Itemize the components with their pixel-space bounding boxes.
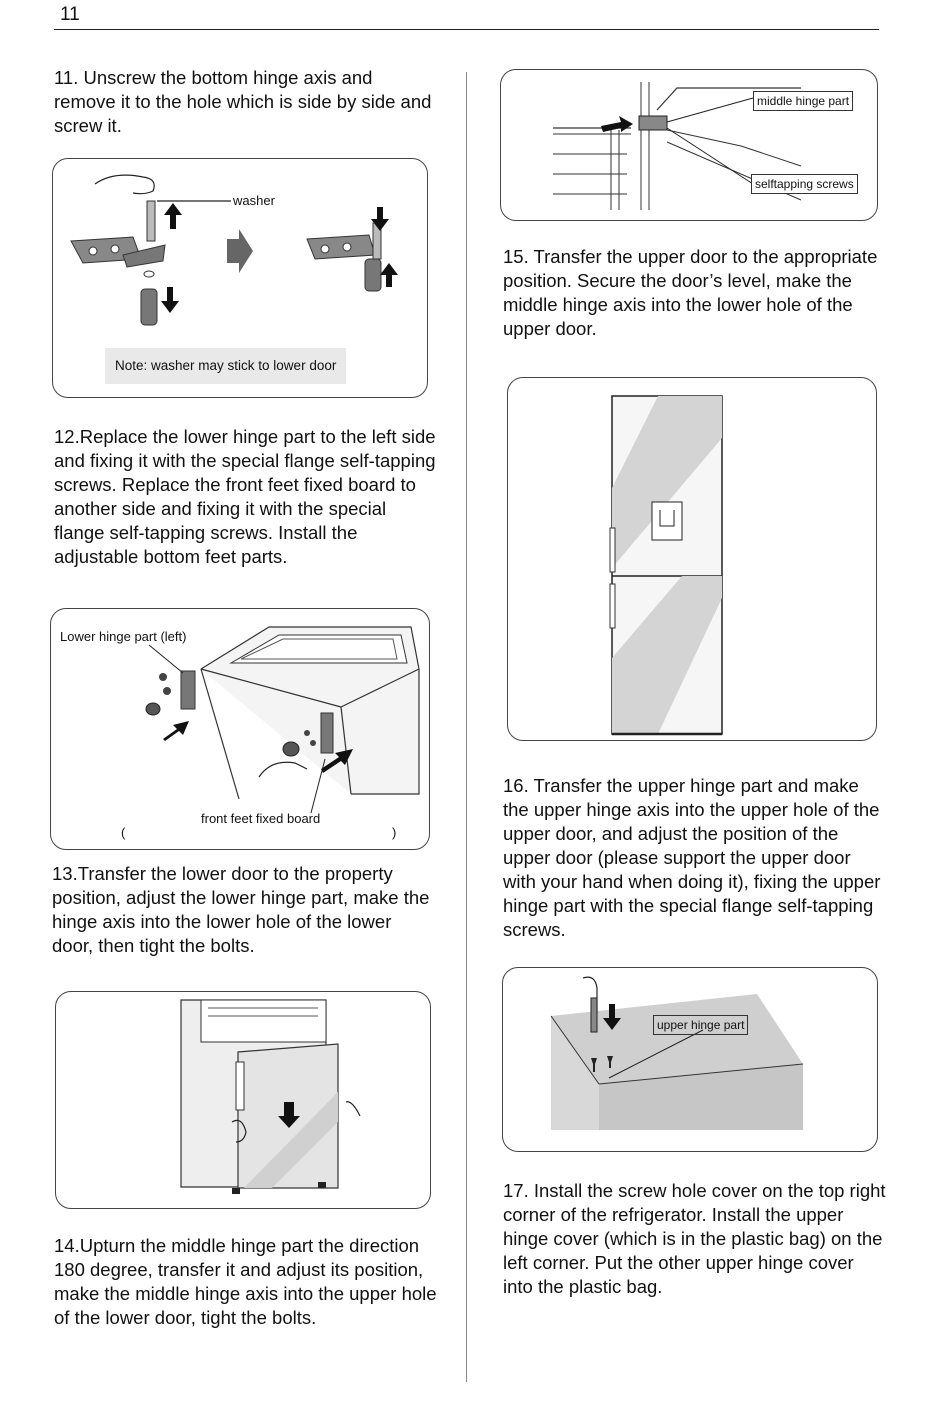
paren-open: ( <box>121 825 126 840</box>
figure-step-15 <box>507 377 877 741</box>
figure-step-12 <box>50 608 430 850</box>
upper-hinge-label: upper hinge part <box>653 1015 748 1035</box>
lower-door-illustration <box>56 992 430 1208</box>
step-14-text: 14.Upturn the middle hinge part the direction 180 degree, transfer it and adjust its position, make the middle hinge axis into the upper hole of the lower door, tight the bolts. <box>54 1235 437 1328</box>
step-13-text: 13.Transfer the lower door to the property position, adjust the lower hinge part, make the hinge axis into the lower hole of the lower door, then tight the bolts. <box>52 863 430 956</box>
step-15-text: 15. Transfer the upper door to the appropriate position. Secure the door’s level, make the middle hinge axis into the lower hole of the upper door. <box>503 246 878 339</box>
step-16-text: 16. Transfer the upper hinge part and make the upper hinge axis into the upper hole of the upper door, and adjust the position of the upper door (please support the upper door with your hand when doing it), fixing the upper hinge part with the special flange self-tapping screws. <box>503 775 881 940</box>
front-feet-label: front feet fixed board <box>201 811 321 826</box>
column-divider <box>466 72 467 1382</box>
step-12-text: 12.Replace the lower hinge part to the left side and fixing it with the special flange self-tapping screws. Replace the front feet fixed board to another side and fixing it with the special flange self-tapping screws. Install the adjustable bottom feet parts. <box>54 426 436 567</box>
lower-hinge-label: Lower hinge part (left) <box>60 629 187 644</box>
washer-note: Note: washer may stick to lower door <box>105 348 346 384</box>
page-number: 11 <box>60 4 80 25</box>
middle-hinge-label: middle hinge part <box>753 91 853 111</box>
figure-step-16 <box>502 967 878 1152</box>
fridge-front-illustration <box>508 378 876 740</box>
upper-hinge-illustration <box>503 968 877 1151</box>
washer-label: washer <box>233 193 275 208</box>
figure-step-13 <box>55 991 431 1209</box>
step-11-text: 11. Unscrew the bottom hinge axis and remove it to the hole which is side by side and screw it. <box>54 67 432 136</box>
step-17-text: 17. Install the screw hole cover on the top right corner of the refrigerator. Install the upper hinge cover (which is in the plastic bag) on the left corner. Put the other upper hinge cover into the plastic bag. <box>503 1180 886 1297</box>
selftapping-screws-label: selftapping screws <box>751 174 858 194</box>
paren-close: ) <box>392 825 397 840</box>
figure-step-14 <box>500 69 878 221</box>
figure-step-11 <box>52 158 428 398</box>
header-rule <box>54 29 879 30</box>
